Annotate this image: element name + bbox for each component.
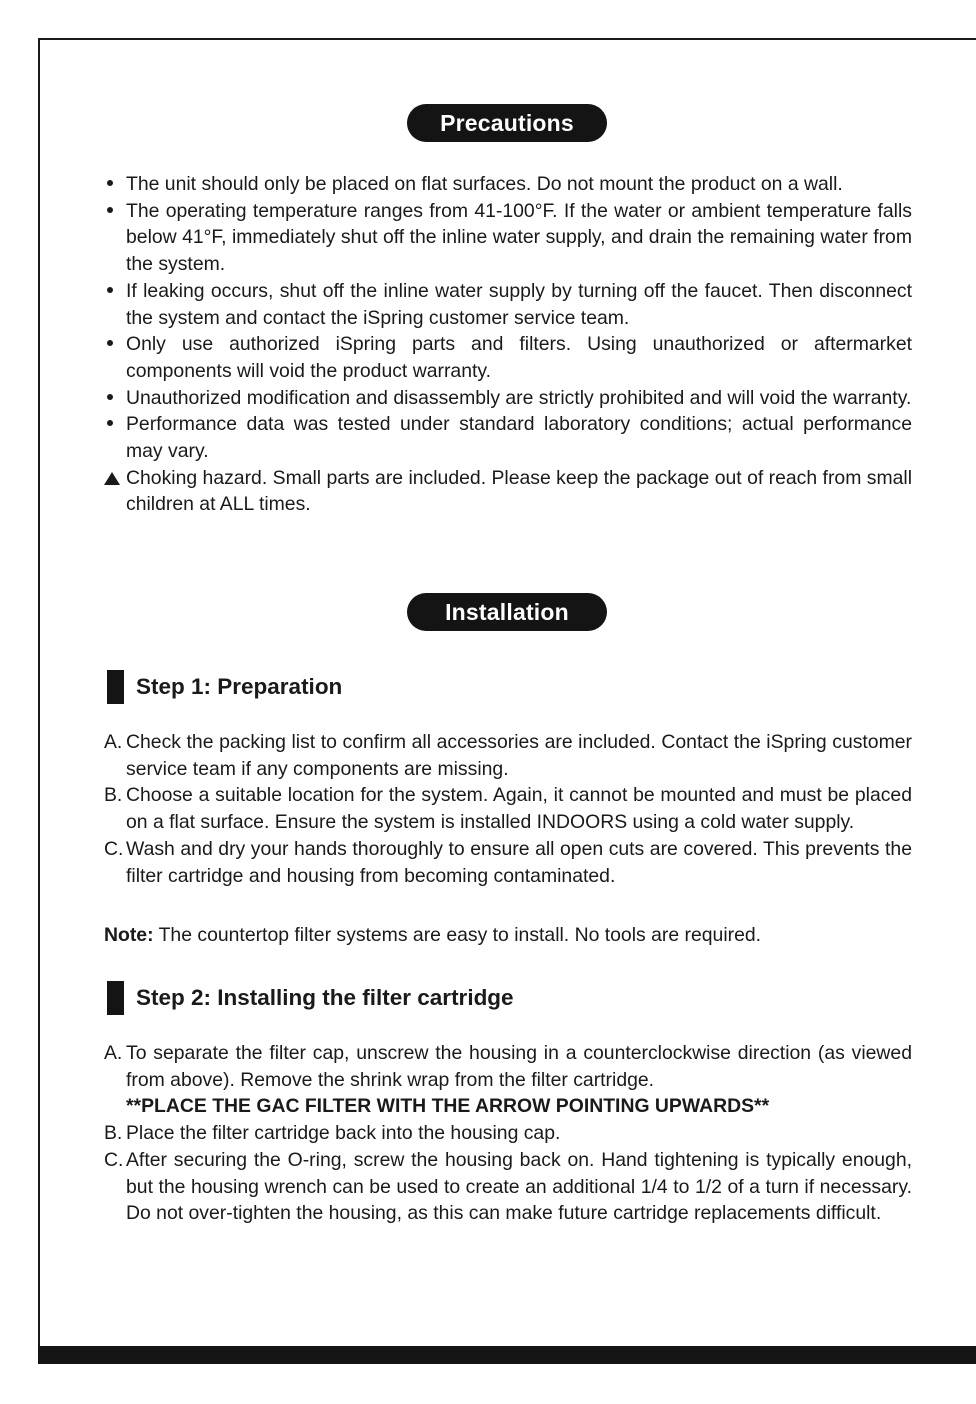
list-item bbox=[104, 1147, 912, 1227]
step-marker-bar bbox=[107, 981, 124, 1015]
precaution-text: Unauthorized modification and disassembly are strictly prohibited and will void the warranty. bbox=[126, 386, 912, 409]
precaution-text: The unit should only be placed on flat surfaces. Do not mount the product on a wall. bbox=[126, 173, 843, 195]
list-item bbox=[104, 198, 912, 278]
bullet-icon bbox=[107, 180, 113, 186]
precaution-text: The operating temperature ranges from 41-100°F. If the water or ambient temperature falls below 41°F, immediately shut off the inline water supply, and drain the remaining water from the system. bbox=[126, 199, 912, 276]
list-item bbox=[104, 782, 912, 835]
step-letter: C. bbox=[104, 837, 124, 860]
step1-list bbox=[104, 729, 912, 889]
bullet-icon bbox=[107, 207, 113, 213]
note-text: The countertop filter systems are easy to install. No tools are required. bbox=[153, 924, 762, 946]
step-letter: B. bbox=[104, 1122, 123, 1145]
step-letter: A. bbox=[104, 1042, 123, 1064]
list-item bbox=[104, 331, 912, 384]
step-text: To separate the filter cap, unscrew the housing in a counterclockwise direction (as viewed from above). Remove the shrink wrap from the filter cartridge. bbox=[126, 1042, 912, 1091]
precaution-text: Performance data was tested under standard laboratory conditions; actual performance may vary. bbox=[126, 413, 912, 463]
emphasis-text: **PLACE THE GAC FILTER WITH THE ARROW POINTING UPWARDS** bbox=[126, 1095, 770, 1118]
step2-list bbox=[104, 1040, 912, 1227]
note bbox=[104, 922, 912, 949]
step2-heading bbox=[107, 981, 514, 1015]
list-item bbox=[104, 1040, 912, 1120]
step-letter: A. bbox=[104, 731, 123, 753]
list-item bbox=[104, 171, 912, 198]
warning-text: Choking hazard. Small parts are included. Please keep the package out of reach from small children at ALL times. bbox=[126, 466, 912, 516]
bullet-icon bbox=[107, 394, 113, 400]
bullet-icon bbox=[107, 340, 113, 346]
list-item bbox=[104, 729, 912, 782]
warning-triangle-icon bbox=[104, 472, 120, 485]
bottom-bar bbox=[38, 1346, 976, 1364]
precaution-text: If leaking occurs, shut off the inline water supply by turning off the faucet. Then disconnect the system and contact the iSpring customer service team. bbox=[126, 279, 912, 329]
list-item bbox=[104, 411, 912, 464]
bullet-icon bbox=[107, 287, 113, 293]
list-item bbox=[104, 278, 912, 331]
step2-title: Step 2: Installing the filter cartridge bbox=[136, 985, 514, 1010]
note-label: Note: bbox=[104, 924, 154, 946]
list-item bbox=[104, 465, 912, 518]
step-letter: B. bbox=[104, 784, 123, 807]
step-text: Choose a suitable location for the system. Again, it cannot be mounted and must be placed on a flat surface. Ensure the system is installed INDOORS using a cold water supply. bbox=[126, 784, 912, 834]
list-item bbox=[104, 836, 912, 889]
precautions-list bbox=[104, 171, 912, 518]
bullet-icon bbox=[107, 420, 113, 426]
step-text: Place the filter cartridge back into the housing cap. bbox=[126, 1122, 561, 1145]
precaution-text: Only use authorized iSpring parts and filters. Using unauthorized or aftermarket components will void the product warranty. bbox=[126, 333, 912, 382]
step-text: Check the packing list to confirm all accessories are included. Contact the iSpring customer service team if any components are missing. bbox=[126, 731, 912, 780]
installation-heading: Installation bbox=[407, 593, 607, 631]
step-letter: C. bbox=[104, 1148, 124, 1171]
step-text: After securing the O-ring, screw the housing back on. Hand tightening is typically enough, but the housing wrench can be used to create an additional 1/4 to 1/2 of a turn if necessary. Do not over-tighten the housing, as this can make future cartridge replacements difficult. bbox=[126, 1148, 912, 1225]
list-item bbox=[104, 385, 912, 412]
step1-title: Step 1: Preparation bbox=[136, 674, 343, 699]
step-text: Wash and dry your hands thoroughly to ensure all open cuts are covered. This prevents the filter cartridge and housing from becoming contaminated. bbox=[126, 837, 912, 887]
step1-heading bbox=[107, 670, 342, 704]
list-item bbox=[104, 1120, 912, 1147]
step-marker-bar bbox=[107, 670, 124, 704]
precautions-heading: Precautions bbox=[407, 104, 607, 142]
